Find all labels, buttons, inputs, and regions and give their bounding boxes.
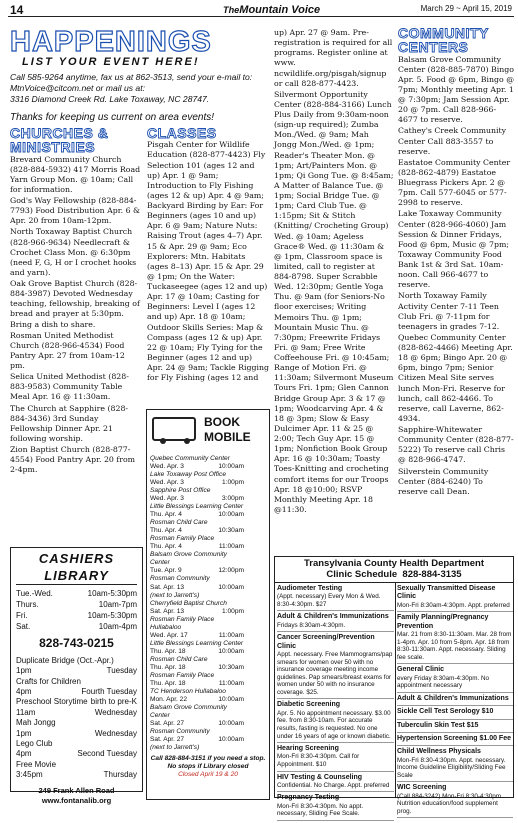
- bookmobile-stop: [150, 487, 266, 495]
- community-entry: Quebec Community Center (828-862-4466) Meeting Apr. 18 @ 6pm; Bingo Apr. 20 @ 6pm, bingo 7pm; Senior Citizen Meal Site serves lunch Mon-Fri. Reserve for lunch, call 862-4466. To reserve, call Laverne, 862-4934.: [398, 332, 513, 423]
- event-label: 1pm: [16, 728, 32, 738]
- bookmobile-stop: [150, 632, 266, 640]
- stop-label: Tue. Apr. 9: [150, 567, 182, 575]
- clinic-item-title: HIV Testing & Counseling: [277, 773, 363, 781]
- clinic-item-detail: Mar. 21 from 8:30-11:30am. Mar. 28 from 1-4pm. Apr. 10 from 5-8pm. Apr. 18 from 8:30-11:30am. Appt. necessary. Sliding fee scale.: [397, 631, 512, 661]
- page-number: 14: [10, 3, 24, 17]
- health-clinic-box: [274, 556, 514, 818]
- event-label: 4pm: [16, 686, 32, 696]
- stop-label: Sat. Apr. 13: [150, 583, 185, 591]
- bookmobile-stop: [150, 720, 266, 728]
- stop-time: 1:00pm: [222, 607, 244, 615]
- classes-column: [147, 126, 269, 384]
- clinic-title: Transylvania County Health Department Clinic Schedule 828-884-3135: [275, 557, 513, 583]
- clinic-item-title: Audiometer Testing: [277, 585, 343, 592]
- stop-time: 10:00am: [218, 695, 244, 703]
- library-phone: 828-743-0215: [39, 636, 114, 651]
- stop-label: Quebec Community Center: [150, 455, 230, 462]
- clinic-item: [397, 748, 513, 782]
- bookmobile-stop: [150, 744, 266, 752]
- bookmobile-stop: [150, 696, 266, 704]
- stop-label: Sapphire Post Office: [150, 487, 211, 495]
- bookmobile-footer: Call 828-884-3151 if you need a stop. No stops if Library closed: [150, 755, 266, 771]
- community-entry: North Toxaway Family Activity Center 7-11 Teen Club Fri. @ 7-11pm for teenagers in grades 7-12.: [398, 291, 500, 331]
- clinic-phone: 828-884-3135: [402, 569, 462, 581]
- library-event-row: [16, 708, 137, 718]
- bookmobile-stop: [150, 479, 266, 487]
- clinic-item-title: WIC Screening: [397, 784, 447, 792]
- stop-label: Wed. Apr. 3: [150, 463, 184, 471]
- stop-time: 10:00am: [218, 583, 244, 591]
- hours-time: 10am-5:30pm: [87, 589, 137, 599]
- thanks-note: Thanks for keeping us current on area events!: [10, 112, 215, 123]
- clinic-item: [277, 774, 394, 793]
- bookmobile-stop: [150, 672, 266, 680]
- mailing-address: 3316 Diamond Creek Rd. Lake Toxaway, NC 28747.: [10, 94, 210, 104]
- hours-time: 10am-5:30pm: [87, 610, 137, 620]
- library-event-row: [16, 677, 137, 687]
- contact-line: Call 585-9264 anytime, fax us at 862-3513, send your e-mail to: MtnVoice@citcom.net or mail us at:: [10, 72, 253, 93]
- clinic-item-detail: Confidential. No Charge. Appt. preferred: [277, 781, 390, 789]
- library-event-row: [16, 666, 137, 676]
- bookmobile-stop: [150, 616, 266, 632]
- clinic-item: [397, 735, 513, 746]
- bookmobile-stop: [150, 455, 266, 463]
- clinic-item-detail: Mon-Fri 8:30-4:30pm. No appt. necessary, Sliding Fee Scale.: [277, 802, 364, 818]
- bookmobile-stop: [150, 551, 266, 567]
- bookmobile-stop: [150, 680, 266, 688]
- silvermont-entry: Silvermont Opportunity Center (828-884-3166) Lunch Plus Daily from 9:30am-noon (sign-up required); Zumba Mon./Wed. @ 9am; Mah Jongg Mon./Wed. @ 1pm; Reader's Theater Mon. @ 1pm; Art/Painters Mon. @ 1pm; Qi Gong Tue. @ 8:45am; A Matter of Balance Tue. @ 1pm; Social Bridge Tue. @ 1pm; Card Club Tue. @ 1:15pm; Sit & Stitch (Knitting/ Crocheting Group) Wed. @ 10am; Ageless Grace® Wed. @ 11:30am & @ 1pm, Classroom space is limited, call to register at 884-8798. Super Scrabble Wed. 12:30pm; Gentle Yoga Thu. @ 9am (for Seniors-No floor exercises; Writing Memoirs Thu. @ 1pm; Mountain Music Thu. @ 7:30pm; Freewrite Fridays Fri. @ 9am; Free Write Coffeehouse Fri. @ 10:45am; Range of Motion Fri. @ 11:30am; Silvermont Museum Tours Fri. 1pm; Glen Cannon Bridge Group Apr. 3 & 17 @ 1pm; Woodcarving Apr. 4 & 18 @ 3pm; Slow & Easy Dulcimer Apr. 11 & 25 @ 2:00; Tech Guy Apr. 15 @ 1pm; Nonfiction Book Group Apr. 16 @ 10:30am; Toasty Toes-Knitting and crocheting comfort items for our Troops Apr. 18 @10:00; RSVP Monthly Meeting Apr. 18 @11:30.: [274, 89, 394, 514]
- hours-day: Tue.-Wed.: [16, 589, 53, 599]
- stop-label: Thu. Apr. 4: [150, 543, 182, 551]
- bookmobile-stop: [150, 575, 266, 583]
- stop-label: Balsam Grove Community Center: [150, 703, 227, 719]
- clinic-item-title: Hearing Screening: [277, 745, 339, 753]
- community-column: [398, 26, 514, 498]
- community-entry: Cathey's Creek Community Center Call 883-3557 to reserve.: [398, 126, 507, 156]
- stop-label: Balsam Grove Community Center: [150, 551, 227, 567]
- event-label: Crafts for Children: [16, 676, 81, 686]
- stop-label: Rosman Community: [150, 728, 210, 736]
- community-entry: Eastatoe Community Center (828-862-4879) Eastatoe Bluegrass Pickers Apr. 2 @ 7pm. Call 577-6045 or 577-2998 to reserve.: [398, 157, 511, 208]
- bookmobile-stop: [150, 648, 266, 656]
- clinic-item-title: Sexually Transmitted Disease Clinic: [397, 585, 496, 601]
- community-entry: Sapphire-Whitewater Community Center (828-877-5222) To reserve call Chris @ 828-966-4747.: [398, 425, 514, 465]
- clinic-item: [397, 722, 513, 733]
- stop-time: 10:00am: [218, 720, 244, 728]
- bookmobile-stop: [150, 495, 266, 503]
- clinic-item: [397, 666, 513, 692]
- event-label: Lego Club: [16, 738, 53, 748]
- church-entry: The Church at Sapphire (828-884-3436) 3rd Sunday Fellowship Dinner Apr. 21 following worship.: [10, 403, 129, 443]
- stop-label: Little Blessings Learning Center: [150, 503, 244, 511]
- bookmobile-schedule: [150, 455, 266, 752]
- stop-label: Mon. Apr. 22: [150, 695, 188, 703]
- library-hours-row: [16, 622, 137, 633]
- event-when: Tuesday: [106, 666, 137, 676]
- library-events: [16, 656, 137, 781]
- clinic-item-title: Cancer Screening/Prevention Clinic: [277, 634, 375, 650]
- stop-label: Rosman Community: [150, 575, 210, 583]
- community-entry: Silverstein Community Center (884-6240) To reserve call Dean.: [398, 466, 489, 496]
- middle-column: [274, 28, 394, 516]
- stop-time: 12:00pm: [218, 567, 244, 575]
- bookmobile-stop: [150, 567, 266, 575]
- event-when: Second Tuesday: [77, 749, 137, 759]
- clinic-item-detail: Fridays 8:30am-4:30pm.: [277, 621, 346, 629]
- stop-label: Lake Toxaway Post Office: [150, 471, 226, 479]
- clinic-item-detail: Mon-Fri 8:30-4:30pm. Appt. necessary. Income Guideline Eligibility/Sliding Fee Scale: [397, 756, 506, 779]
- clinic-item-title: General Clinic: [397, 666, 445, 674]
- clinic-item-detail: Mon-Fri 8:30-4:30pm. Call for Appointment. $10: [277, 753, 360, 768]
- clinic-item: [277, 701, 394, 743]
- event-when: birth to pre-K: [90, 697, 137, 707]
- event-label: Duplicate Bridge (Oct.-Apr.): [16, 655, 114, 665]
- classes-heading: CLASSES: [147, 125, 217, 141]
- clinic-item-detail: Appt. necessary. Free Mammograms/pap smears for women over 50 with no insurance coverage meeting income guidelines. Pap smears/breast exams for women under 50 with no insurance coverage. $25.: [277, 651, 393, 696]
- clinic-item-title: Sickle Cell Test Serology $10: [397, 708, 494, 716]
- stop-label: Thu. Apr. 4: [150, 527, 182, 535]
- library-hours-row: [16, 600, 137, 611]
- bookmobile-closed-note: Closed April 19 & 20: [178, 771, 238, 779]
- clinic-item-title: Family Planning/Pregnancy Prevention: [397, 614, 489, 630]
- bookmobile-stop: [150, 600, 266, 608]
- cashiers-library-box: [10, 547, 143, 806]
- church-entry: Selica United Methodist (828-883-9583) Community Table Meal Apr. 16 @ 11:30am.: [10, 372, 129, 402]
- hours-day: Thurs.: [16, 600, 39, 610]
- bookmobile-stop: [150, 503, 266, 511]
- event-label: 4pm: [16, 749, 32, 759]
- bookmobile-box: [146, 409, 270, 800]
- library-event-row: [16, 718, 137, 728]
- stop-label: Wed. Apr. 17: [150, 631, 188, 639]
- clinic-item: [397, 585, 513, 612]
- church-entry: God's Way Fellowship (828-884-7793) Food Distribution Apr. 6 & Apr. 20 from 10am-12pm.: [10, 196, 140, 226]
- masthead: TheMountain Voice: [223, 4, 321, 16]
- clinic-left-list: [277, 585, 394, 823]
- bookmobile-stop: [150, 656, 266, 664]
- clinic-item-detail: every Friday 8:30am-4:30pm. No appointment necessary: [397, 674, 490, 690]
- bookmobile-stop: [150, 527, 266, 535]
- library-event-row: [16, 656, 137, 666]
- stop-label: Thu. Apr. 18: [150, 647, 186, 655]
- library-hours-row: [16, 611, 137, 622]
- stop-label: Rosman Family Place: [150, 671, 215, 679]
- stop-time: 10:30am: [218, 527, 244, 535]
- bookmobile-stop: [150, 584, 266, 592]
- stop-time: 3:00pm: [222, 495, 244, 503]
- stop-time: 10:00am: [218, 463, 244, 471]
- bookmobile-title: BOOK MOBILE: [150, 411, 266, 455]
- library-address: 249 Frank Allen Road: [38, 786, 115, 796]
- clinic-item-detail: (Appt. necessary) Every Mon & Wed. 8:30-4:30pm. $27: [277, 593, 381, 608]
- community-heading: COMMUNITY CENTERS: [398, 25, 489, 56]
- bookmobile-stop: [150, 704, 266, 720]
- library-title: CASHIERS LIBRARY: [16, 551, 137, 585]
- clinic-item-detail: Mon-Fri 8:30am-4:30pm. Appt. preferred: [397, 601, 510, 609]
- library-event-row: [16, 760, 137, 770]
- clinic-item: [277, 585, 394, 611]
- stop-label: Rosman Child Care: [150, 519, 208, 527]
- clinic-item-detail: (Call 884-3242) Mon-Fri 8:30-4:30pm. Nutrition education/food supplement prog.: [397, 792, 503, 815]
- clinic-item-title: Adult & Children's Immunizations: [397, 694, 509, 702]
- bookmobile-stop: [150, 519, 266, 527]
- churches-column: [10, 126, 142, 476]
- column-divider: [395, 583, 396, 797]
- clinic-item: [397, 708, 513, 719]
- event-label: Free Movie: [16, 759, 57, 769]
- stop-label: Wed. Apr. 3: [150, 479, 184, 487]
- bookmobile-stop: [150, 640, 266, 648]
- library-event-row: [16, 729, 137, 739]
- stop-time: 10:00am: [218, 511, 244, 519]
- clinic-item-detail: Apr. 5. No appointment necessary. $3.00 fee. from 8:30-10am. For accurate results, fasting is requested. No one under 16 years of age or known diabetic.: [277, 709, 391, 740]
- class-continued: up) Apr. 27 @ 9am. Pre-registration is required for all programs. Register online at www. ncwildlife.org/pisgah/signup or call 828-877-4423.: [274, 28, 393, 88]
- page-subtitle: LIST YOUR EVENT HERE!: [22, 56, 200, 68]
- stop-label: Thu. Apr. 4: [150, 511, 182, 519]
- bookmobile-stop: [150, 736, 266, 744]
- clinic-right-list: [397, 585, 513, 820]
- bookmobile-stop: [150, 535, 266, 543]
- stop-label: Sat. Apr. 27: [150, 736, 185, 744]
- bookmobile-stop: [150, 728, 266, 736]
- issue-date: March 29 ~ April 15, 2019: [420, 4, 512, 13]
- bookmobile-stop: [150, 471, 266, 479]
- page-title: HAPPENINGS: [10, 26, 212, 58]
- stop-time: 10:00am: [218, 647, 244, 655]
- stop-label: Rosman Child Care: [150, 655, 208, 663]
- event-label: 3:45pm: [16, 770, 43, 780]
- event-label: 11am: [16, 707, 36, 717]
- hours-time: 10am-4pm: [98, 621, 137, 631]
- bookmobile-stop: [150, 608, 266, 616]
- stop-time: 10:30am: [218, 663, 244, 671]
- church-entry: Zion Baptist Church (828-877-4554) Food Pantry Apr. 20 from 2-4pm.: [10, 445, 136, 475]
- bookmobile-stop: [150, 592, 266, 600]
- event-when: Wednesday: [94, 728, 137, 738]
- clinic-item-title: Tuberculin Skin Test $15: [397, 721, 479, 729]
- stop-label: Thu. Apr. 18: [150, 663, 186, 671]
- bookmobile-stop: [150, 543, 266, 551]
- event-when: Thursday: [103, 770, 137, 780]
- library-website[interactable]: www.fontanalib.org: [41, 796, 112, 806]
- event-when: Fourth Tuesday: [81, 686, 137, 696]
- library-hours-row: [16, 589, 137, 600]
- clinic-item-title: Child Wellness Physicals: [397, 748, 481, 756]
- stop-time: 1:00pm: [222, 479, 244, 487]
- library-event-row: [16, 770, 137, 780]
- clinic-item-title: Hypertension Screening $1.00 Fee: [397, 734, 511, 742]
- event-label: Preschool Storytime: [16, 697, 88, 707]
- stop-label: (next to Jarrett's): [150, 591, 200, 599]
- stop-label: Thu. Apr. 18: [150, 679, 186, 687]
- clinic-item-title: Pregnancy Testing: [277, 794, 340, 802]
- library-event-row: [16, 697, 137, 707]
- event-label: 1pm: [16, 666, 32, 676]
- bus-icon: [152, 417, 196, 441]
- clinic-item: [397, 614, 513, 664]
- churches-heading: CHURCHES & MINISTRIES: [10, 125, 109, 156]
- church-entry: Oak Grove Baptist Church (828-884-3987) Devoted Wednesday teaching, fellowship, breaking of bread and prayer at 5:30pm. Bring a dish to share.: [10, 279, 140, 329]
- clinic-item-title: Diabetic Screening: [277, 701, 341, 709]
- stop-time: 11:00am: [218, 679, 244, 687]
- church-entry: Brevard Community Church (828-884-5932) 417 Morris Road Yarn Group Mon. @ 10am; Call for information.: [10, 154, 141, 194]
- bookmobile-stop: [150, 688, 266, 696]
- clinic-item: [277, 794, 394, 820]
- community-entry: Lake Toxaway Community Center (828-966-4060) Jam Session & Dinner Fridays, Food @ 6pm, Music @ 7pm; Toxaway Community Food Bank 1st & 3rd Sat. 10am-noon. Call 966-4677 to reserve.: [398, 209, 510, 290]
- event-label: Mah Jongg: [16, 718, 56, 728]
- stop-label: TC Henderson Hullabaloo: [150, 687, 226, 695]
- contact-info: [10, 72, 268, 105]
- hours-time: 10am-7pm: [98, 600, 137, 610]
- stop-label: Rosman Family Place Hullabaloo: [150, 615, 215, 631]
- stop-label: Sat. Apr. 13: [150, 607, 185, 615]
- church-entry: North Toxaway Baptist Church (828-966-9634) Needlecraft & Crochet Class Mon. @ 6:30pm (need F, G, H or I crochet hooks and yarn).: [10, 227, 137, 277]
- community-entry: Balsam Grove Community Center (828-885-7870) Bingo Apr. 5. Food @ 6pm, Bingo @ 7pm; Monthly meeting Apr. 1 @ 7:30pm; Jam Session Apr. 20 @ 7pm. Call 828-966-4677 to reserve.: [398, 54, 514, 125]
- class-entry: Pisgah Center for Wildlife Education (828-877-4423) Fly Selection 101 (ages 12 and up) Apr. 1 @ 9am; Introduction to Fly Fishing (ages 12 & up) Apr. 4 @ 9am; Backyard Birding by Ear: For Beginners (ages 10 and up) Apr. 6 @ 9am; Nature Nuts: Raising Trout (ages 4–7) Apr. 15 & Apr. 29 @ 9am; Eco Explorers: Mtn. Habitats (ages 8–13) Apr. 15 & Apr. 29 @ 1pm; On the Water: Tuckaseegee (ages 12 and up) Apr. 17 @ 10am; Casting for Beginners: Level I (ages 12 and up) Apr. 18 @ 10am; Outdoor Skills Series: Map & Compass (ages 12 & up) Apr. 22 @ 10am; Fly Tying for the Beginner (ages 12 and up) Apr. 24 @ 9am; Tackle Rigging for Fly Fishing (ages 12 and: [147, 140, 270, 383]
- stop-time: 10:00am: [218, 736, 244, 744]
- stop-label: Sat. Apr. 27: [150, 720, 185, 728]
- library-event-row: [16, 749, 137, 759]
- page-header: [8, 3, 514, 17]
- clinic-item: [397, 784, 513, 818]
- clinic-item: [277, 634, 394, 699]
- bookmobile-stop: [150, 463, 266, 471]
- stop-time: 11:00am: [218, 631, 244, 639]
- clinic-item: [277, 613, 394, 632]
- clinic-item-title: Adult & Children's Immunizations: [277, 613, 389, 621]
- bookmobile-stop: [150, 664, 266, 672]
- stop-time: 11:00am: [218, 543, 244, 551]
- stop-label: Rosman Family Place: [150, 535, 215, 543]
- stop-label: (next to Jarrett's): [150, 744, 200, 752]
- hours-day: Sat.: [16, 621, 31, 631]
- bookmobile-stop: [150, 511, 266, 519]
- hours-day: Fri.: [16, 610, 28, 620]
- stop-label: Wed. Apr. 3: [150, 495, 184, 503]
- library-event-row: [16, 687, 137, 697]
- event-when: Wednesday: [94, 707, 137, 717]
- clinic-item: [277, 745, 394, 771]
- stop-label: Little Blessings Learning Center: [150, 639, 244, 647]
- stop-label: Cherryfield Baptist Church: [150, 599, 227, 607]
- library-hours: [16, 589, 137, 632]
- library-event-row: [16, 739, 137, 749]
- clinic-item: [397, 695, 513, 706]
- church-entry: Rosman United Methodist Church (828-966-4534) Food Pantry Apr. 27 from 10am-12 pm.: [10, 330, 125, 371]
